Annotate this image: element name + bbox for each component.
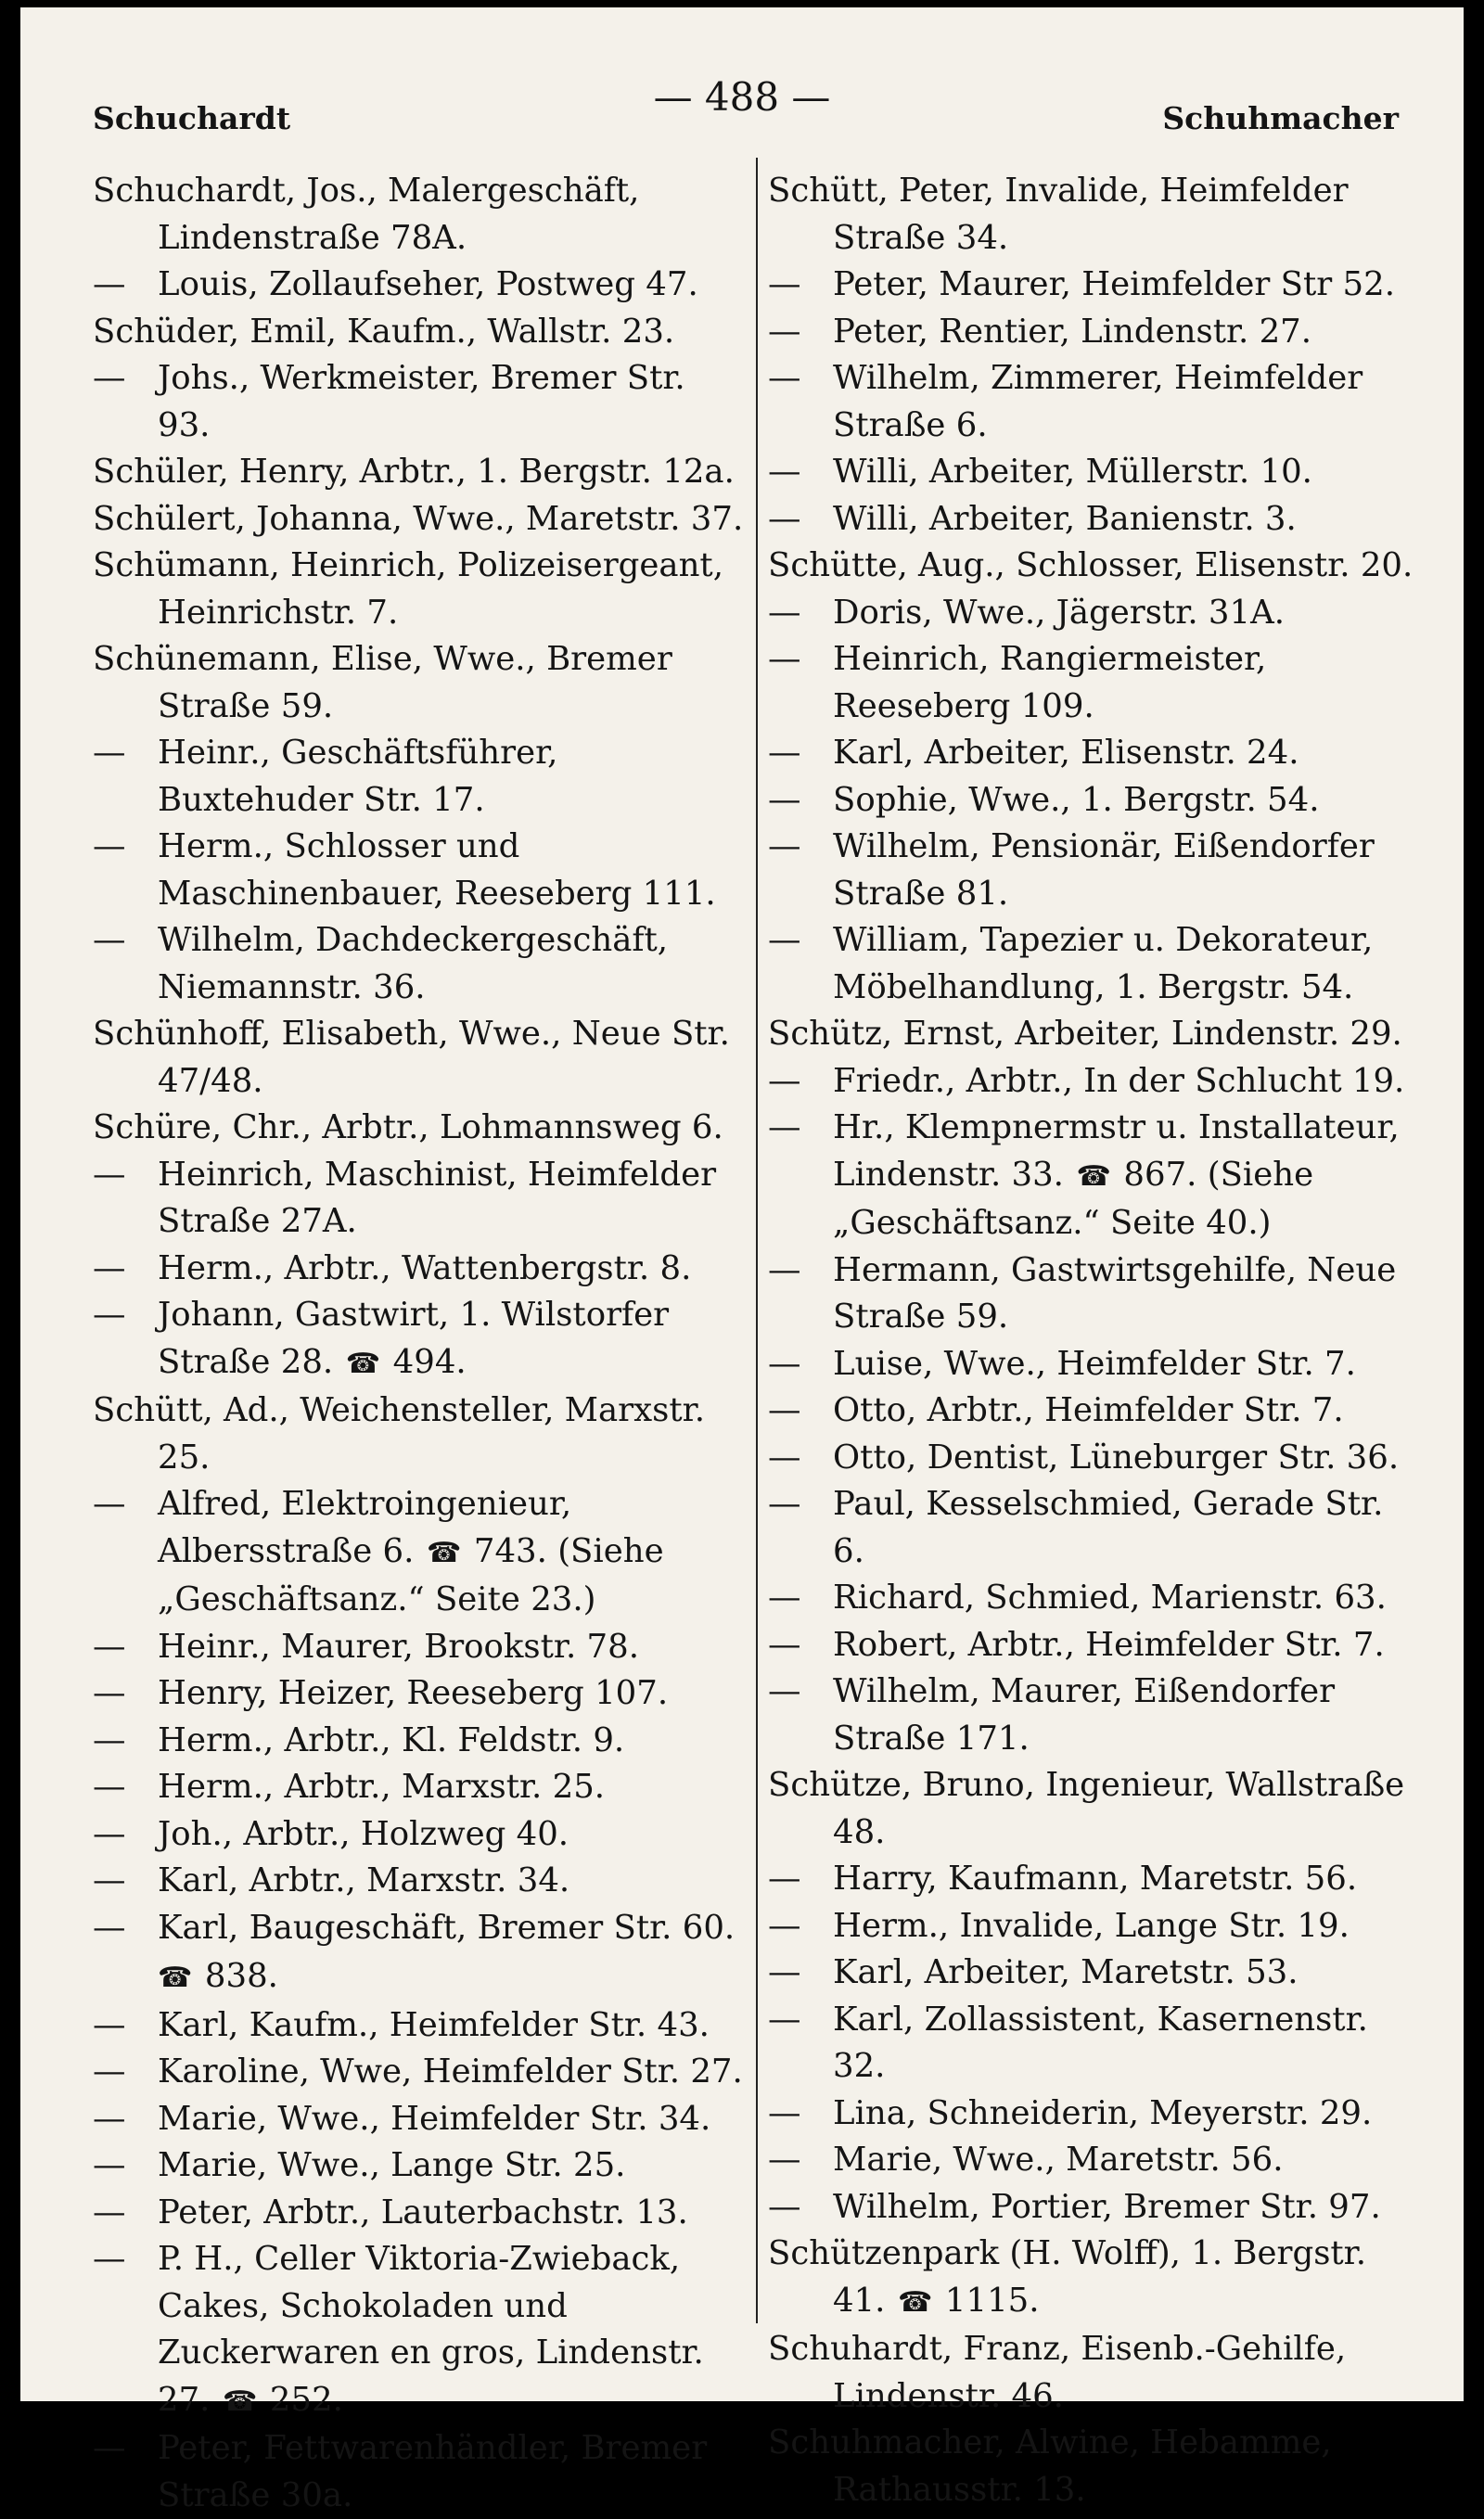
entry-text: Hr., Klempnermstr u. Installateur, Lindenstr. 33. bbox=[833, 1108, 1400, 1194]
phone-number: 252. bbox=[269, 2380, 343, 2419]
entry-text: Heinr., Maurer, Brookstr. 78. bbox=[158, 1627, 639, 1666]
dash-icon: — bbox=[768, 593, 801, 632]
sub-entry bbox=[768, 1622, 1419, 1669]
dash-icon: — bbox=[768, 2000, 801, 2039]
sub-entry bbox=[768, 1997, 1419, 2091]
dash-icon: — bbox=[768, 312, 801, 351]
entry-text: Schüre, Chr., Arbtr., Lohmannsweg 6. bbox=[93, 1108, 723, 1146]
dash-icon: — bbox=[768, 1108, 801, 1146]
entry-text: Schuhmacher, Alwine, Hebamme, Rathausstr. 13. bbox=[768, 2423, 1332, 2509]
sub-entry bbox=[768, 1950, 1419, 1997]
entry-text: Schütte, Aug., Schlosser, Elisenstr. 20. bbox=[768, 546, 1414, 584]
sub-entry bbox=[768, 1105, 1419, 1247]
sub-entry bbox=[768, 449, 1419, 496]
telephone-icon: ☎ bbox=[889, 2285, 941, 2319]
dash-icon: — bbox=[93, 1908, 126, 1947]
entry-text: Otto, Arbtr., Heimfelder Str. 7. bbox=[833, 1391, 1344, 1429]
dash-icon: — bbox=[93, 1720, 126, 1759]
entry-text: Wilhelm, Pensionär, Eißendorfer Straße 81. bbox=[833, 827, 1375, 913]
sub-entry bbox=[93, 1858, 748, 1905]
entry-text: Schütz, Ernst, Arbeiter, Lindenstr. 29. bbox=[768, 1015, 1402, 1053]
entry-text: Joh., Arbtr., Holzweg 40. bbox=[158, 1814, 569, 1853]
dash-icon: — bbox=[93, 734, 126, 772]
directory-entry bbox=[768, 543, 1419, 590]
entry-text: Willi, Arbeiter, Banienstr. 3. bbox=[833, 499, 1297, 538]
entry-text: Karl, Zollassistent, Kasernenstr. 32. bbox=[833, 2000, 1368, 2085]
entry-text: Schuchardt, Jos., Malergeschäft, Lindenstraße 78A. bbox=[93, 172, 640, 257]
sub-entry bbox=[93, 730, 748, 824]
entry-text: Herm., Schlosser und Maschinenbauer, Reeseberg 111. bbox=[158, 827, 716, 913]
sub-entry bbox=[768, 917, 1419, 1011]
page-number: — 488 — bbox=[653, 74, 831, 120]
dash-icon: — bbox=[768, 734, 801, 772]
entry-text: Karl, Arbeiter, Elisenstr. 24. bbox=[833, 734, 1299, 772]
entry-text: Wilhelm, Maurer, Eißendorfer Straße 171. bbox=[833, 1672, 1336, 1758]
sub-entry bbox=[768, 1435, 1419, 1482]
column-divider bbox=[756, 158, 758, 2323]
sub-entry bbox=[768, 355, 1419, 449]
entry-text: Schuhardt, Franz, Eisenb.-Gehilfe, Lindenstr. 46. bbox=[768, 2330, 1347, 2415]
directory-entry bbox=[93, 168, 748, 262]
entry-text: Wilhelm, Portier, Bremer Str. 97. bbox=[833, 2187, 1381, 2226]
entry-text: Schüler, Henry, Arbtr., 1. Bergstr. 12a. bbox=[93, 453, 735, 491]
dash-icon: — bbox=[93, 2052, 126, 2091]
sub-entry bbox=[768, 824, 1419, 917]
sub-entry bbox=[768, 1575, 1419, 1622]
entry-text: Wilhelm, Dachdeckergeschäft, Niemannstr. 36. bbox=[158, 921, 669, 1006]
dash-icon: — bbox=[768, 1579, 801, 1617]
sub-entry bbox=[93, 1292, 748, 1387]
entry-text: Sophie, Wwe., 1. Bergstr. 54. bbox=[833, 780, 1320, 819]
sub-entry bbox=[93, 1481, 748, 1624]
entry-text: Herm., Arbtr., Wattenbergstr. 8. bbox=[158, 1248, 692, 1287]
dash-icon: — bbox=[768, 780, 801, 819]
entry-text: Karl, Baugeschäft, Bremer Str. 60. bbox=[158, 1908, 736, 1947]
entry-text: Schünhoff, Elisabeth, Wwe., Neue Str. 47/48. bbox=[93, 1015, 730, 1100]
directory-entry bbox=[768, 2326, 1419, 2420]
page-header bbox=[20, 7, 1464, 147]
dash-icon: — bbox=[93, 2240, 126, 2278]
sub-entry bbox=[93, 2096, 748, 2143]
sub-entry bbox=[768, 1341, 1419, 1388]
entry-text: Schünemann, Elise, Wwe., Bremer Straße 59. bbox=[93, 640, 672, 725]
entry-text: Paul, Kesselschmied, Gerade Str. 6. bbox=[833, 1485, 1384, 1570]
entry-text: Marie, Wwe., Lange Str. 25. bbox=[158, 2146, 626, 2184]
telephone-icon: ☎ bbox=[417, 1536, 470, 1569]
entry-text: Hermann, Gastwirtsgehilfe, Neue Straße 59. bbox=[833, 1250, 1397, 1336]
directory-page bbox=[20, 7, 1464, 2514]
dash-icon: — bbox=[93, 1674, 126, 1712]
entry-text: Heinrich, Rangiermeister, Reeseberg 109. bbox=[833, 640, 1267, 725]
entry-text: Richard, Schmied, Marienstr. 63. bbox=[833, 1579, 1387, 1617]
dash-icon: — bbox=[768, 499, 801, 538]
entry-text: Harry, Kaufmann, Maretstr. 56. bbox=[833, 1860, 1358, 1898]
dash-icon: — bbox=[93, 2193, 126, 2231]
entry-text: Karl, Arbeiter, Maretstr. 53. bbox=[833, 1953, 1298, 1991]
entry-text: Otto, Dentist, Lüneburger Str. 36. bbox=[833, 1438, 1400, 1477]
dash-icon: — bbox=[93, 1248, 126, 1287]
sub-entry bbox=[93, 917, 748, 1011]
sub-entry bbox=[768, 309, 1419, 356]
dash-icon: — bbox=[93, 827, 126, 865]
sub-entry bbox=[93, 1811, 748, 1859]
entry-text: Louis, Zollaufseher, Postweg 47. bbox=[158, 265, 698, 303]
sub-entry bbox=[93, 2190, 748, 2237]
sub-entry bbox=[93, 2002, 748, 2050]
entry-text: Peter, Maurer, Heimfelder Str 52. bbox=[833, 265, 1395, 303]
sub-entry bbox=[93, 2142, 748, 2190]
directory-entry bbox=[93, 1011, 748, 1105]
entry-text: Herm., Invalide, Lange Str. 19. bbox=[833, 1906, 1350, 1945]
sub-entry bbox=[93, 824, 748, 917]
entry-text: Karoline, Wwe, Heimfelder Str. 27. bbox=[158, 2052, 743, 2091]
dash-icon: — bbox=[93, 2099, 126, 2138]
entry-text: William, Tapezier u. Dekorateur, Möbelhandlung, 1. Bergstr. 54. bbox=[833, 921, 1374, 1006]
dash-icon: — bbox=[768, 2093, 801, 2132]
dash-icon: — bbox=[768, 921, 801, 959]
right-column bbox=[768, 168, 1419, 2513]
dash-icon: — bbox=[768, 1953, 801, 1991]
dash-icon: — bbox=[768, 1625, 801, 1664]
sub-entry bbox=[768, 2137, 1419, 2184]
dash-icon: — bbox=[768, 1438, 801, 1477]
dash-icon: — bbox=[768, 1391, 801, 1429]
directory-entry bbox=[768, 2231, 1419, 2326]
dash-icon: — bbox=[768, 2187, 801, 2226]
entry-text: Karl, Kaufm., Heimfelder Str. 43. bbox=[158, 2005, 710, 2044]
entry-text: Willi, Arbeiter, Müllerstr. 10. bbox=[833, 453, 1312, 491]
dash-icon: — bbox=[768, 265, 801, 303]
dash-icon: — bbox=[768, 1344, 801, 1383]
left-column bbox=[93, 168, 748, 2519]
entry-text: Schüder, Emil, Kaufm., Wallstr. 23. bbox=[93, 312, 675, 351]
telephone-icon: ☎ bbox=[158, 1962, 201, 1994]
entry-text: Schülert, Johanna, Wwe., Maretstr. 37. bbox=[93, 499, 744, 538]
entry-text: Schützenpark (H. Wolff), 1. Bergstr. 41. bbox=[768, 2234, 1367, 2320]
directory-entry bbox=[93, 636, 748, 730]
sub-entry bbox=[768, 496, 1419, 543]
sub-entry bbox=[93, 1246, 748, 1293]
sub-entry bbox=[93, 1670, 748, 1718]
dash-icon: — bbox=[93, 1627, 126, 1666]
directory-entry bbox=[93, 1105, 748, 1152]
dash-icon: — bbox=[93, 1155, 126, 1194]
dash-icon: — bbox=[768, 640, 801, 678]
entry-text: Herm., Arbtr., Marxstr. 25. bbox=[158, 1768, 606, 1806]
dash-icon: — bbox=[768, 1860, 801, 1898]
entry-text: Marie, Wwe., Heimfelder Str. 34. bbox=[158, 2099, 711, 2138]
dash-icon: — bbox=[93, 921, 126, 959]
entry-text: Peter, Fettwarenhändler, Bremer Straße 30a. bbox=[158, 2429, 708, 2514]
sub-entry bbox=[93, 1152, 748, 1246]
sub-entry bbox=[768, 2091, 1419, 2138]
sub-entry bbox=[768, 636, 1419, 730]
entry-text: Luise, Wwe., Heimfelder Str. 7. bbox=[833, 1344, 1356, 1383]
dash-icon: — bbox=[93, 2005, 126, 2044]
dash-icon: — bbox=[93, 265, 126, 303]
dash-icon: — bbox=[768, 1061, 801, 1100]
entry-text: Heinrich, Maschinist, Heimfelder Straße 27A. bbox=[158, 1155, 717, 1240]
sub-entry bbox=[768, 2184, 1419, 2231]
entry-text: Henry, Heizer, Reeseberg 107. bbox=[158, 1674, 669, 1712]
entry-text: Peter, Arbtr., Lauterbachstr. 13. bbox=[158, 2193, 688, 2231]
sub-entry bbox=[768, 1481, 1419, 1575]
directory-entry bbox=[768, 1011, 1419, 1058]
phone-number: 838. bbox=[204, 1957, 278, 1995]
entry-text: Alfred, Elektroingenieur, Albersstraße 6. bbox=[158, 1485, 572, 1570]
entry-text: Herm., Arbtr., Kl. Feldstr. 9. bbox=[158, 1720, 625, 1759]
sub-entry bbox=[768, 1856, 1419, 1903]
directory-entry bbox=[93, 496, 748, 543]
dash-icon: — bbox=[93, 1814, 126, 1853]
sub-entry bbox=[93, 262, 748, 309]
entry-text: Doris, Wwe., Jägerstr. 31A. bbox=[833, 593, 1285, 632]
entry-text: Heinr., Geschäftsführer, Buxtehuder Str. 17. bbox=[158, 734, 558, 819]
directory-entry bbox=[768, 2420, 1419, 2513]
sub-entry bbox=[768, 1058, 1419, 1106]
entry-text: Robert, Arbtr., Heimfelder Str. 7. bbox=[833, 1625, 1385, 1664]
dash-icon: — bbox=[768, 453, 801, 491]
entry-text: Friedr., Arbtr., In der Schlucht 19. bbox=[833, 1061, 1405, 1100]
dash-icon: — bbox=[768, 359, 801, 397]
phone-number: 494. bbox=[392, 1342, 467, 1381]
sub-entry bbox=[768, 262, 1419, 309]
running-head-right: Schuhmacher bbox=[1162, 100, 1399, 136]
entry-text: Schütze, Bruno, Ingenieur, Wallstraße 48. bbox=[768, 1766, 1405, 1851]
entry-text: Johs., Werkmeister, Bremer Str. 93. bbox=[158, 359, 685, 444]
entry-text: Schütt, Ad., Weichensteller, Marxstr. 25. bbox=[93, 1391, 706, 1477]
dash-icon: — bbox=[93, 2146, 126, 2184]
sub-entry bbox=[93, 2236, 748, 2425]
sub-entry bbox=[93, 2425, 748, 2519]
directory-entry bbox=[93, 543, 748, 636]
running-head-left: Schuchardt bbox=[93, 100, 291, 136]
entry-text: Peter, Rentier, Lindenstr. 27. bbox=[833, 312, 1312, 351]
dash-icon: — bbox=[93, 1485, 126, 1523]
sub-entry bbox=[768, 1247, 1419, 1341]
dash-icon: — bbox=[93, 2429, 126, 2467]
entry-text: Schütt, Peter, Invalide, Heimfelder Straße 34. bbox=[768, 172, 1349, 257]
sub-entry bbox=[768, 1669, 1419, 1762]
sub-entry bbox=[93, 355, 748, 449]
sub-entry bbox=[768, 777, 1419, 825]
telephone-icon: ☎ bbox=[1067, 1159, 1120, 1193]
sub-entry bbox=[93, 1624, 748, 1671]
telephone-icon: ☎ bbox=[213, 2385, 266, 2418]
entry-text: Marie, Wwe., Maretstr. 56. bbox=[833, 2141, 1284, 2179]
sub-entry bbox=[93, 2049, 748, 2096]
sub-entry bbox=[768, 590, 1419, 637]
directory-entry bbox=[768, 1762, 1419, 1856]
dash-icon: — bbox=[768, 2141, 801, 2179]
phone-number: 867. bbox=[1123, 1155, 1197, 1194]
entry-note: (Siehe „Geschäftsanz.“ Seite 23.) bbox=[158, 1531, 664, 1618]
entry-text: Johann, Gastwirt, 1. Wilstorfer Straße 28. bbox=[158, 1296, 670, 1381]
sub-entry bbox=[93, 1764, 748, 1811]
entry-text: Karl, Arbtr., Marxstr. 34. bbox=[158, 1861, 570, 1899]
dash-icon: — bbox=[768, 1250, 801, 1289]
telephone-icon: ☎ bbox=[337, 1347, 390, 1380]
entry-text: P. H., Celler Viktoria-Zwieback, Cakes, Schokoladen und Zuckerwaren en gros, Lindenstr. 27. bbox=[158, 2240, 704, 2419]
sub-entry bbox=[93, 1718, 748, 1765]
entry-text: Lina, Schneiderin, Meyerstr. 29. bbox=[833, 2093, 1373, 2132]
directory-entry bbox=[93, 449, 748, 496]
dash-icon: — bbox=[93, 1861, 126, 1899]
entry-text: Schümann, Heinrich, Polizeisergeant, Heinrichstr. 7. bbox=[93, 546, 723, 632]
dash-icon: — bbox=[768, 1485, 801, 1523]
directory-entry bbox=[768, 168, 1419, 262]
dash-icon: — bbox=[93, 1296, 126, 1334]
dash-icon: — bbox=[93, 359, 126, 397]
directory-entry bbox=[93, 309, 748, 356]
sub-entry bbox=[768, 1387, 1419, 1435]
entry-text: Wilhelm, Zimmerer, Heimfelder Straße 6. bbox=[833, 359, 1363, 444]
dash-icon: — bbox=[768, 1906, 801, 1945]
sub-entry bbox=[768, 1903, 1419, 1950]
entry-note: (Siehe „Geschäftsanz.“ Seite 40.) bbox=[833, 1155, 1314, 1242]
sub-entry bbox=[768, 730, 1419, 777]
sub-entry bbox=[93, 1905, 748, 2002]
dash-icon: — bbox=[93, 1768, 126, 1806]
dash-icon: — bbox=[768, 827, 801, 865]
directory-entry bbox=[93, 1387, 748, 1481]
phone-number: 1115. bbox=[944, 2281, 1040, 2320]
phone-number: 743. bbox=[473, 1531, 547, 1570]
dash-icon: — bbox=[768, 1672, 801, 1710]
